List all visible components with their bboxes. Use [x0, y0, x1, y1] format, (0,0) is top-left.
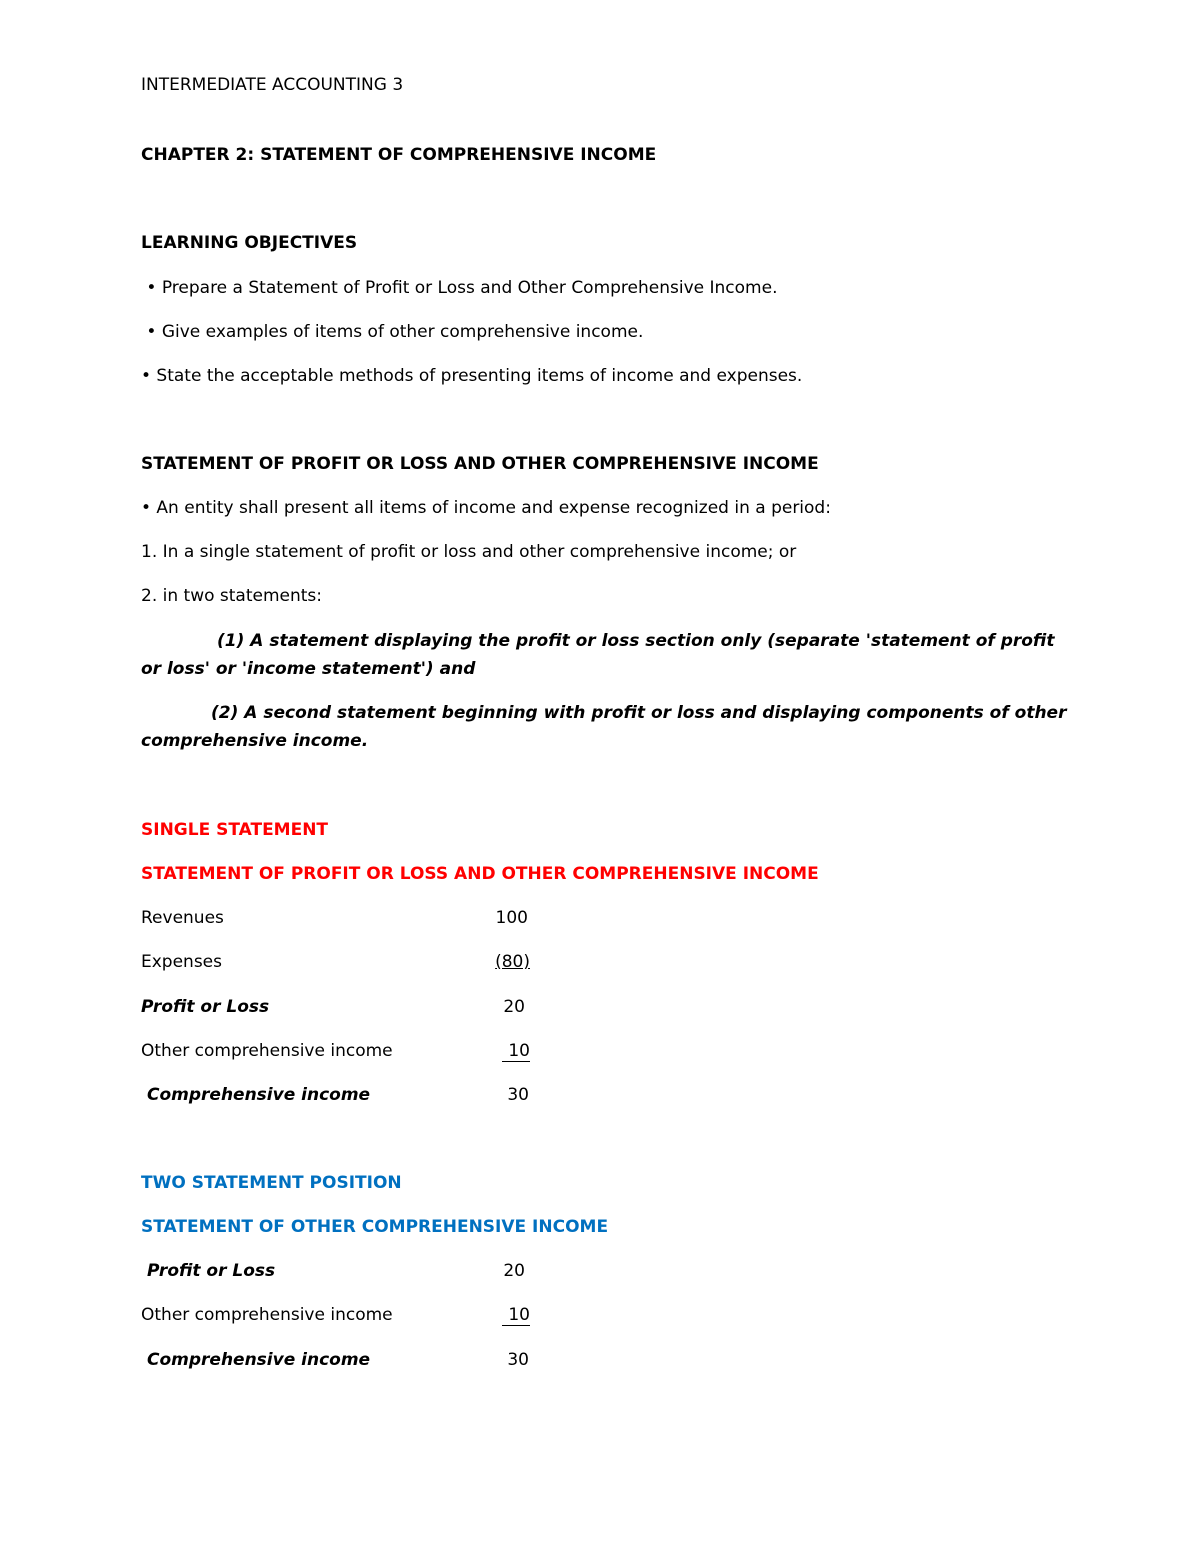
- option-single: 1. In a single statement of profit or loss and other comprehensive income; or: [141, 542, 797, 562]
- row-label-expenses: Expenses: [141, 952, 222, 972]
- row-label-comprehensive-income: Comprehensive income: [147, 1350, 371, 1370]
- objective-item: • Give examples of items of other comprehensive income.: [141, 322, 644, 342]
- objective-item: • Prepare a Statement of Profit or Loss and Other Comprehensive Income.: [141, 278, 778, 298]
- row-label-profit-loss: Profit or Loss: [147, 1261, 276, 1281]
- oci-amount-value: 10: [502, 1306, 530, 1326]
- objectives-heading: LEARNING OBJECTIVES: [141, 233, 358, 253]
- sub-option-1: (1) A statement displaying the profit or loss section only (separate 'statement of profit or loss' or 'income statement') and: [141, 631, 1055, 679]
- row-label-revenues: Revenues: [141, 908, 224, 928]
- row-amount-revenues: 100: [495, 908, 528, 928]
- row-amount-expenses: (80): [495, 952, 530, 972]
- row-amount-oci: [470, 1304, 530, 1326]
- objective-item: • State the acceptable methods of presenting items of income and expenses.: [141, 366, 803, 386]
- row-amount-profit-loss: 20: [503, 1261, 525, 1281]
- two-statement-title: STATEMENT OF OTHER COMPREHENSIVE INCOME: [141, 1217, 609, 1237]
- row-amount-oci: [470, 1040, 530, 1062]
- row-label-profit-loss: Profit or Loss: [141, 997, 270, 1017]
- chapter-title: CHAPTER 2: STATEMENT OF COMPREHENSIVE INCOME: [141, 145, 657, 165]
- statement-bullet: • An entity shall present all items of income and expense recognized in a period:: [141, 498, 831, 518]
- row-amount-profit-loss: 20: [503, 997, 525, 1017]
- two-statement-heading: TWO STATEMENT POSITION: [141, 1173, 402, 1193]
- row-label-comprehensive-income: Comprehensive income: [147, 1085, 371, 1105]
- oci-amount-value: 10: [502, 1042, 530, 1062]
- single-statement-title: STATEMENT OF PROFIT OR LOSS AND OTHER COMPREHENSIVE INCOME: [141, 864, 819, 884]
- statement-section-heading: STATEMENT OF PROFIT OR LOSS AND OTHER COMPREHENSIVE INCOME: [141, 454, 819, 474]
- single-statement-heading: SINGLE STATEMENT: [141, 820, 329, 840]
- row-amount-comprehensive-income: 30: [507, 1350, 529, 1370]
- row-amount-comprehensive-income: 30: [507, 1085, 529, 1105]
- sub-option-2: (2) A second statement beginning with profit or loss and displaying components of other comprehensive income.: [141, 703, 1067, 751]
- row-label-oci: Other comprehensive income: [141, 1041, 393, 1061]
- course-title: INTERMEDIATE ACCOUNTING 3: [141, 75, 404, 95]
- row-label-oci: Other comprehensive income: [141, 1305, 393, 1325]
- option-two: 2. in two statements:: [141, 586, 323, 606]
